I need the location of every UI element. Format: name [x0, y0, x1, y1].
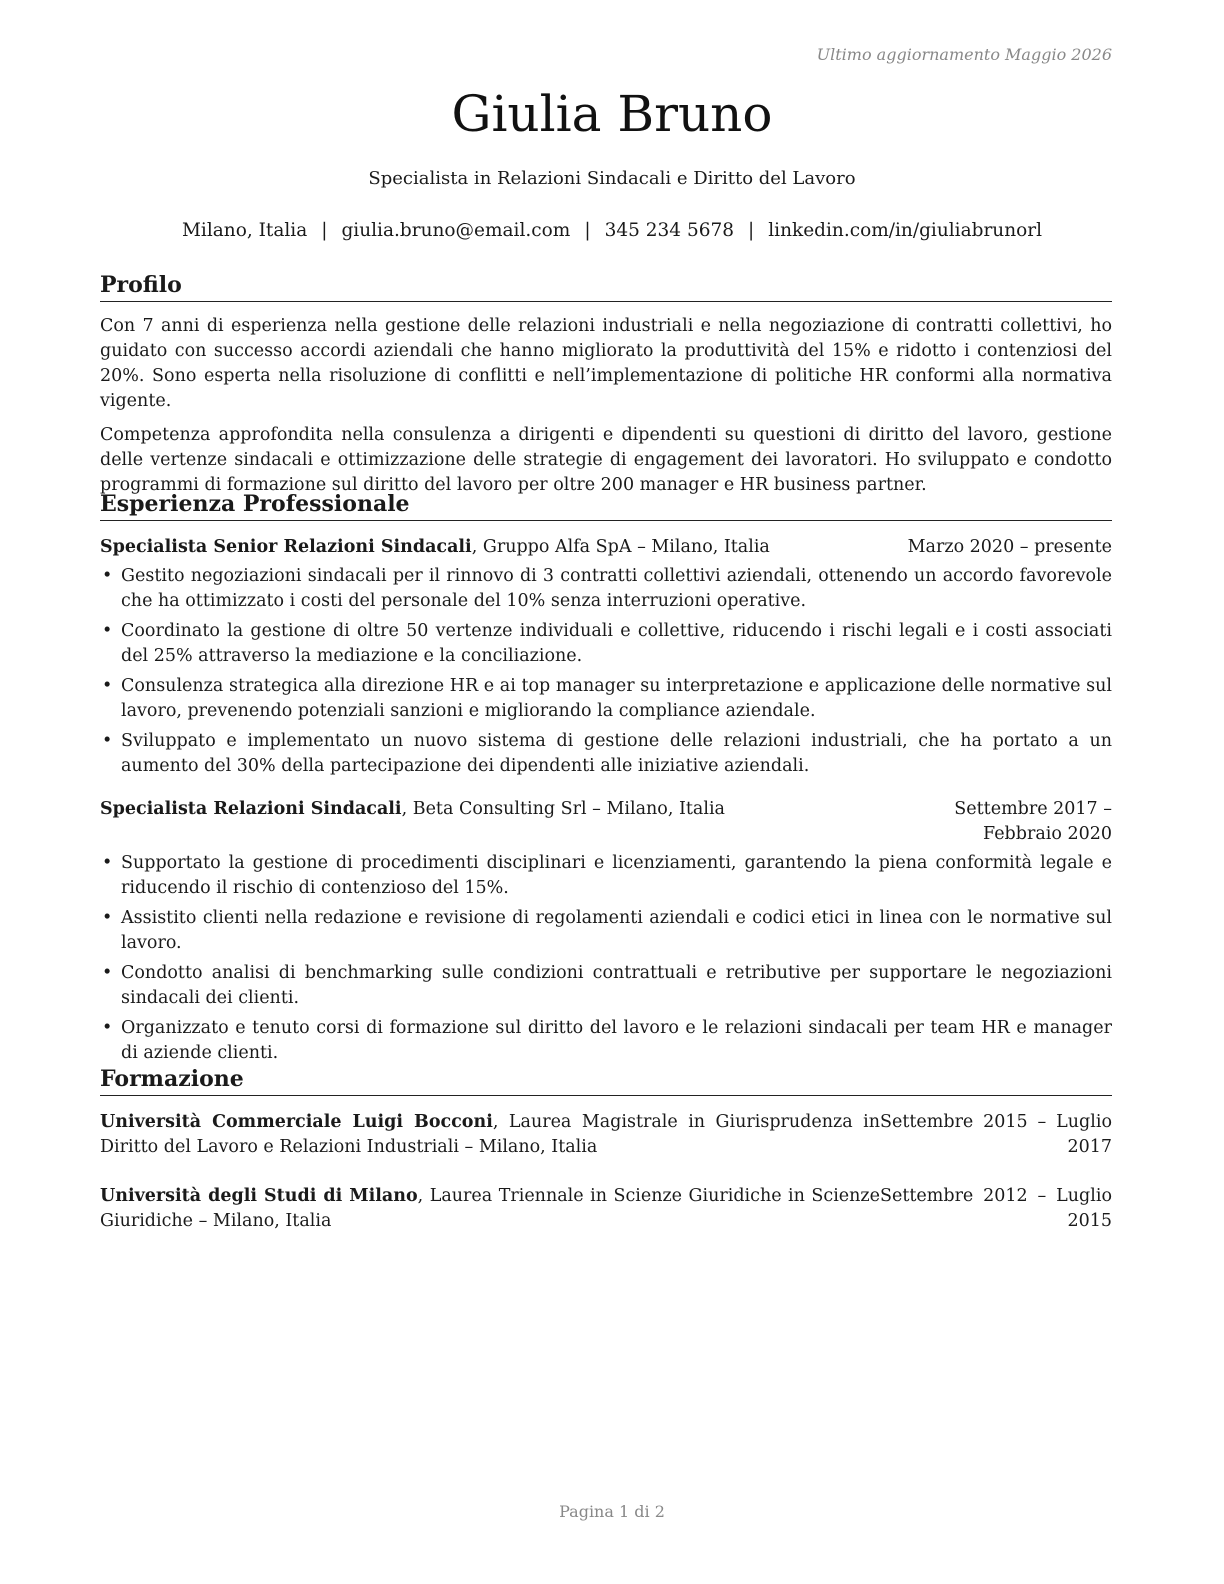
job-bullet-list: [100, 851, 1112, 1066]
job-header: [100, 535, 1112, 560]
list-item: • Sviluppato e implementato un nuovo sistema di gestione delle relazioni industriali, che ha portato a un aumento del 30% della partecipazione dei dipendenti alle iniziative aziendali.: [102, 731, 1112, 776]
profile-paragraph: Con 7 anni di esperienza nella gestione delle relazioni industriali e nella negoziazione di contratti collettivi, ho guidato con successo accordi aziendali che hanno migliorato la produttività del 15% e ridotto i contenziosi del 20%. Sono esperta nella risoluzione di conflitti e nell’implementazione di politiche HR conformi alla normativa vigente.: [100, 316, 1112, 411]
profile-section: [100, 272, 1112, 498]
page-number: Pagina 1 di 2: [559, 1502, 665, 1521]
bullet-icon: •: [102, 566, 113, 586]
bullet-icon: •: [102, 731, 113, 751]
contact-separator: |: [321, 220, 328, 241]
list-item: • Supportato la gestione di procedimenti disciplinari e licenziamenti, garantendo la piena conformità legale e riducendo il rischio di contenzioso del 15%.: [102, 853, 1112, 898]
contact-separator: |: [584, 220, 591, 241]
contact-linkedin[interactable]: linkedin.com/in/giuliabrunorl: [768, 220, 1043, 241]
job-role-company: [100, 535, 770, 560]
job-company: , Gruppo Alfa SpA – Milano, Italia: [471, 537, 770, 557]
job-title-subtitle: Specialista in Relazioni Sindacali e Diritto del Lavoro: [368, 168, 856, 189]
bullet-icon: •: [102, 963, 113, 983]
list-item: • Coordinato la gestione di oltre 50 vertenze individuali e collettive, riducendo i rischi legali e i costi associati del 25% attraverso la mediazione e la conciliazione.: [102, 621, 1112, 666]
list-item: • Consulenza strategica alla direzione HR e ai top manager su interpretazione e applicazione delle normative sul lavoro, prevenendo potenziali sanzioni e migliorando la compliance aziendale.: [102, 676, 1112, 721]
job-header: [100, 797, 1112, 847]
education-school: Università Commerciale Luigi Bocconi: [100, 1112, 493, 1132]
list-item: • Organizzato e tenuto corsi di formazione sul diritto del lavoro e le relazioni sindacali per team HR e manager di aziende clienti.: [102, 1018, 1112, 1063]
contact-separator: |: [748, 220, 755, 241]
candidate-name: Giulia Bruno: [451, 85, 773, 143]
job-company: , Beta Consulting Srl – Milano, Italia: [401, 799, 725, 819]
contact-email[interactable]: giulia.bruno@email.com: [341, 220, 571, 241]
bullet-icon: •: [102, 621, 113, 641]
contact-location: Milano, Italia: [181, 220, 308, 241]
bullet-icon: •: [102, 908, 113, 928]
job-dates: Settembre 2017 – Febbraio 2020: [954, 799, 1112, 844]
education-school-detail: [100, 1184, 880, 1234]
section-title-profile: Profilo: [100, 272, 1112, 302]
bullet-icon: •: [102, 676, 113, 696]
section-title-experience: Esperienza Professionale: [100, 491, 1112, 521]
education-school: Università degli Studi di Milano: [100, 1186, 418, 1206]
list-item: • Gestito negoziazioni sindacali per il rinnovo di 3 contratti collettivi aziendali, ottenendo un accordo favorevole che ha ottimizzato i costi del personale del 10% senza interruzioni operative.: [102, 566, 1112, 611]
job-role: Specialista Senior Relazioni Sindacali: [100, 537, 472, 557]
education-dates: Settembre 2015 – Luglio 2017: [880, 1112, 1112, 1157]
profile-paragraph: Competenza approfondita nella consulenza a dirigenti e dipendenti su questioni di diritto del lavoro, gestione delle vertenze sindacali e ottimizzazione delle strategie di engagement dei lavoratori. Ho sviluppato e condotto programmi di formazione sul diritto del lavoro per oltre 200 manager e HR business partner.: [100, 425, 1112, 495]
education-dates: Settembre 2012 – Luglio 2015: [880, 1186, 1112, 1231]
bullet-icon: •: [102, 1018, 113, 1038]
job-dates: Marzo 2020 – presente: [907, 537, 1112, 557]
job-role-company: [100, 797, 725, 847]
job-role: Specialista Relazioni Sindacali: [100, 799, 402, 819]
job-bullet-list: [100, 564, 1112, 779]
list-item: • Condotto analisi di benchmarking sulle condizioni contrattuali e retributive per supportare le negoziazioni sindacali dei clienti.: [102, 963, 1112, 1008]
education-school-detail: [100, 1110, 880, 1160]
education-entry: [100, 1110, 1112, 1160]
contact-line: [0, 220, 1224, 241]
experience-section: [100, 491, 1112, 1071]
education-entry: [100, 1184, 1112, 1234]
education-section: [100, 1066, 1112, 1234]
education-detail: , Laurea Triennale in Scienze Giuridiche in Scienze Giuridiche – Milano, Italia: [100, 1186, 880, 1231]
list-item: • Assistito clienti nella redazione e revisione di regolamenti aziendali e codici etici in linea con le normative sul lavoro.: [102, 908, 1112, 953]
contact-phone: 345 234 5678: [604, 220, 735, 241]
bullet-icon: •: [102, 853, 113, 873]
education-detail: , Laurea Magistrale in Giurisprudenza in Diritto del Lavoro e Relazioni Industriali – Milano, Italia: [100, 1112, 880, 1157]
section-title-education: Formazione: [100, 1066, 1112, 1096]
last-updated-note: Ultimo aggiornamento Maggio 2026: [816, 45, 1112, 64]
